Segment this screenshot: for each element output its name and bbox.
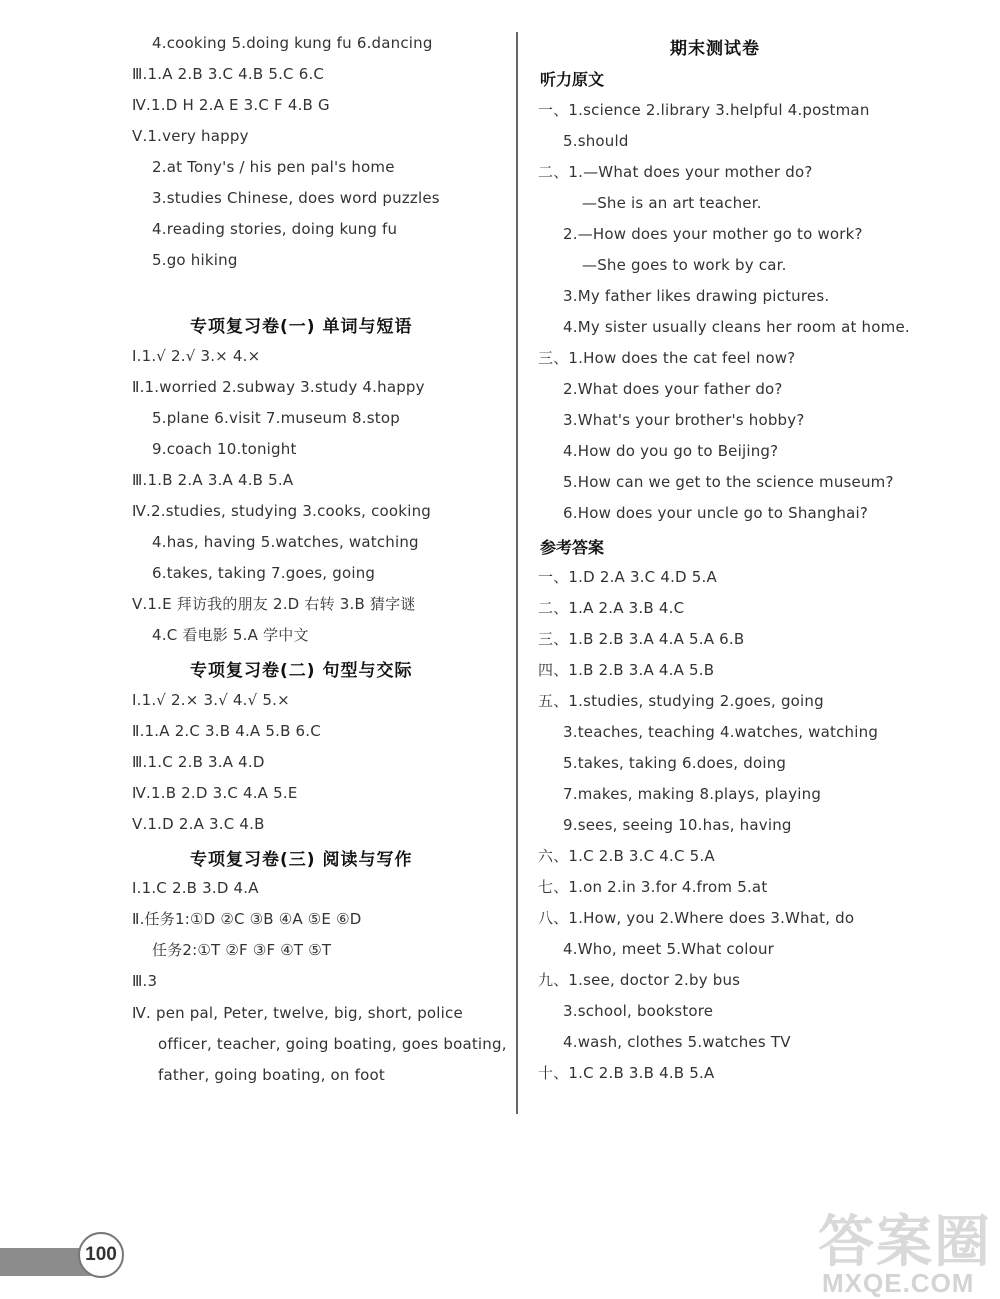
answer-line: 一、1.D 2.A 3.C 4.D 5.A — [538, 568, 717, 586]
answer-line: 4.has, having 5.watches, watching — [152, 533, 419, 551]
answer-line: 六、1.C 2.B 3.C 4.C 5.A — [538, 847, 715, 865]
answers-heading: 参考答案 — [540, 538, 605, 557]
listening-line: 5.should — [563, 132, 629, 150]
answer-line: Ⅲ.1.C 2.B 3.A 4.D — [132, 753, 265, 771]
answer-line: 4.wash, clothes 5.watches TV — [563, 1033, 791, 1051]
listening-line: 5.How can we get to the science museum? — [563, 473, 894, 491]
answer-line: Ⅰ.1.√ 2.√ 3.× 4.× — [132, 347, 261, 365]
page-number-tab — [0, 1232, 117, 1278]
listening-line: 2.—How does your mother go to work? — [563, 225, 863, 243]
listening-line: 三、1.How does the cat feel now? — [538, 349, 796, 367]
answer-line: Ⅱ.1.worried 2.subway 3.study 4.happy — [132, 378, 425, 396]
answer-line: 6.takes, taking 7.goes, going — [152, 564, 376, 582]
answer-line: Ⅱ.任务1:①D ②C ③B ④A ⑤E ⑥D — [132, 910, 362, 928]
answer-line: officer, teacher, going boating, goes boating, — [158, 1035, 507, 1053]
answer-line: Ⅴ.1.very happy — [132, 127, 249, 145]
answer-line: 4.cooking 5.doing kung fu 6.dancing — [152, 34, 433, 52]
page-number: 100 — [78, 1232, 124, 1278]
listening-line: 3.What's your brother's hobby? — [563, 411, 805, 429]
answer-line: 二、1.A 2.A 3.B 4.C — [538, 599, 685, 617]
answer-line: 3.teaches, teaching 4.watches, watching — [563, 723, 879, 741]
answer-line: 5.takes, taking 6.does, doing — [563, 754, 787, 772]
answer-line: 4.Who, meet 5.What colour — [563, 940, 775, 958]
answer-line: 2.at Tony's / his pen pal's home — [152, 158, 395, 176]
answer-line: Ⅲ.1.B 2.A 3.A 4.B 5.A — [132, 471, 294, 489]
listening-line: 6.How does your uncle go to Shanghai? — [563, 504, 869, 522]
answer-line: Ⅲ.3 — [132, 972, 158, 990]
answer-line: Ⅲ.1.A 2.B 3.C 4.B 5.C 6.C — [132, 65, 325, 83]
answer-line: 3.studies Chinese, does word puzzles — [152, 189, 440, 207]
answer-line: Ⅱ.1.A 2.C 3.B 4.A 5.B 6.C — [132, 722, 321, 740]
section-title: 专项复习卷(三) 阅读与写作 — [190, 850, 413, 870]
answer-line: 7.makes, making 8.plays, playing — [563, 785, 822, 803]
column-divider — [516, 32, 518, 1114]
answer-line: 5.plane 6.visit 7.museum 8.stop — [152, 409, 400, 427]
answer-line: 八、1.How, you 2.Where does 3.What, do — [538, 909, 855, 927]
section-title: 专项复习卷(一) 单词与短语 — [190, 317, 413, 337]
answer-line: 七、1.on 2.in 3.for 4.from 5.at — [538, 878, 768, 896]
watermark-cn: 答案圈 — [818, 1210, 992, 1275]
section-title: 专项复习卷(二) 句型与交际 — [190, 661, 413, 681]
answer-line: 3.school, bookstore — [563, 1002, 714, 1020]
listening-line: 二、1.—What does your mother do? — [538, 163, 813, 181]
answer-line: 4.reading stories, doing kung fu — [152, 220, 398, 238]
answer-line: 9.sees, seeing 10.has, having — [563, 816, 792, 834]
listening-line: —She is an art teacher. — [582, 194, 762, 212]
answer-line: Ⅴ.1.E 拜访我的朋友 2.D 右转 3.B 猜字谜 — [132, 595, 416, 613]
answer-line: 任务2:①T ②F ③F ④T ⑤T — [152, 941, 332, 959]
answer-line: Ⅰ.1.√ 2.× 3.√ 4.√ 5.× — [132, 691, 290, 709]
listening-line: 3.My father likes drawing pictures. — [563, 287, 830, 305]
listening-line: 一、1.science 2.library 3.helpful 4.postman — [538, 101, 870, 119]
exam-title: 期末测试卷 — [670, 39, 760, 59]
listening-line: 4.My sister usually cleans her room at home. — [563, 318, 910, 336]
answer-line: 四、1.B 2.B 3.A 4.A 5.B — [538, 661, 715, 679]
answer-line: Ⅳ.2.studies, studying 3.cooks, cooking — [132, 502, 431, 520]
answer-line: Ⅳ. pen pal, Peter, twelve, big, short, police — [132, 1004, 463, 1022]
listening-heading: 听力原文 — [540, 70, 605, 89]
listening-line: 4.How do you go to Beijing? — [563, 442, 779, 460]
answer-line: 九、1.see, doctor 2.by bus — [538, 971, 741, 989]
listening-line: —She goes to work by car. — [582, 256, 787, 274]
watermark-en: MXQE.COM — [822, 1268, 975, 1298]
answer-line: 5.go hiking — [152, 251, 238, 269]
answer-line: 十、1.C 2.B 3.B 4.B 5.A — [538, 1064, 715, 1082]
answer-line: 4.C 看电影 5.A 学中文 — [152, 626, 309, 644]
answer-line: father, going boating, on foot — [158, 1066, 385, 1084]
answer-line: Ⅳ.1.B 2.D 3.C 4.A 5.E — [132, 784, 298, 802]
watermark-logo — [818, 1198, 998, 1298]
listening-line: 2.What does your father do? — [563, 380, 783, 398]
answer-line: 五、1.studies, studying 2.goes, going — [538, 692, 824, 710]
answer-line: 三、1.B 2.B 3.A 4.A 5.A 6.B — [538, 630, 745, 648]
answer-line: Ⅳ.1.D H 2.A E 3.C F 4.B G — [132, 96, 330, 114]
answer-line: Ⅴ.1.D 2.A 3.C 4.B — [132, 815, 265, 833]
answer-line: Ⅰ.1.C 2.B 3.D 4.A — [132, 879, 259, 897]
answer-line: 9.coach 10.tonight — [152, 440, 297, 458]
